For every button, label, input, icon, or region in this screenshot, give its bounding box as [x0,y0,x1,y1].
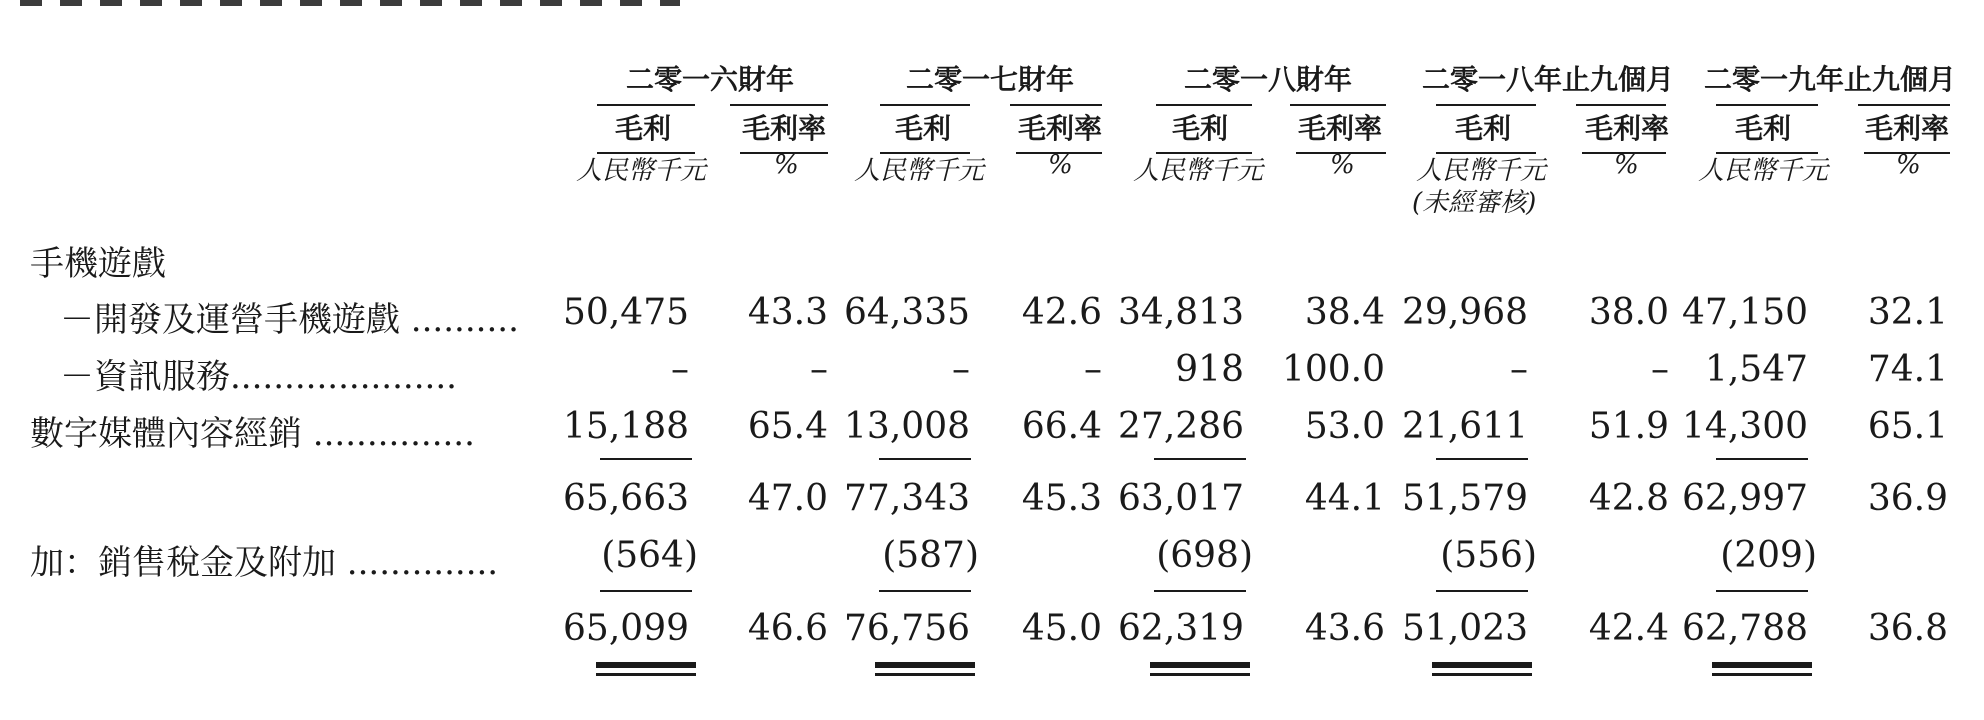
double-rule [875,662,975,668]
unit-unaudited: (未經審核) [1412,188,1537,218]
cell-sales-tax: (587) [882,535,979,576]
cell-gp: 918 [1175,349,1244,390]
header-rule [1858,104,1950,106]
cell-gpm: – [1084,349,1102,390]
double-rule [1432,662,1532,668]
header-rule [880,104,970,106]
cut-off-text-line [0,0,720,8]
total-rule [1716,590,1808,592]
header-rule [1156,104,1252,106]
cell-gp-total: 62,788 [1682,608,1808,649]
gpm-subheader: 毛利率 [1018,112,1103,145]
double-rule [596,673,696,676]
unit-rmb: 人民幣千元 [1133,156,1264,186]
row-label-sales-tax: 加：銷售稅金及附加 .............. [30,543,499,583]
cell-gp-subtotal: 65,663 [563,478,689,519]
total-rule [1436,590,1528,592]
cell-gpm: 74.1 [1867,349,1948,390]
header-rule [1436,104,1536,106]
double-rule [1712,662,1812,668]
cell-gpm: 38.4 [1304,292,1385,333]
unit-pct: % [1330,150,1355,180]
row-label-info-services: －資訊服務..................... [60,357,457,397]
double-rule [1150,673,1250,676]
header-rule [730,104,828,106]
cell-sales-tax: (209) [1720,535,1817,576]
cell-gpm-total: 45.0 [1021,608,1102,649]
cell-gp-subtotal: 51,579 [1402,478,1528,519]
subtotal-rule [879,458,971,460]
cell-sales-tax: (556) [1440,535,1537,576]
cell-gp: 64,335 [844,292,970,333]
cell-gpm: 38.0 [1588,292,1669,333]
cell-gp-total: 76,756 [844,608,970,649]
cell-gp-total: 65,099 [563,608,689,649]
row-label-mobile-games: 手機遊戲 [30,244,166,284]
cell-gp-total: 62,319 [1118,608,1244,649]
row-label-dev-ops: －開發及運營手機遊戲 .......... [60,300,519,340]
unit-pct: % [1896,150,1921,180]
gp-subheader: 毛利 [615,112,672,145]
unit-rmb: 人民幣千元 [576,156,707,186]
cell-gpm-subtotal: 44.1 [1304,478,1385,519]
row-label-digital-media: 數字媒體內容經銷 ............... [30,414,475,454]
cell-gp: 47,150 [1682,292,1808,333]
gpm-subheader: 毛利率 [742,112,827,145]
cell-gpm: 65.1 [1867,406,1948,447]
header-rule [1716,104,1818,106]
cell-gp: – [671,349,689,390]
cell-gp: – [1510,349,1528,390]
cell-gp: 27,286 [1118,406,1244,447]
period-header-2016: 二零一六財年 [625,63,794,96]
cell-gpm: 42.6 [1021,292,1102,333]
unit-rmb: 人民幣千元 [1416,156,1547,186]
cell-gpm: 100.0 [1281,349,1385,390]
cell-gpm: 43.3 [747,292,828,333]
cell-gpm-total: 42.4 [1588,608,1669,649]
subtotal-rule [1716,458,1808,460]
subtotal-rule [1436,458,1528,460]
cell-gp-subtotal: 77,343 [844,478,970,519]
cell-gpm-total: 43.6 [1304,608,1385,649]
unit-rmb: 人民幣千元 [1698,156,1829,186]
header-rule [1290,104,1386,106]
cell-gpm-subtotal: 36.9 [1867,478,1948,519]
double-rule [1712,673,1812,676]
cell-gpm-total: 46.6 [747,608,828,649]
gp-subheader: 毛利 [1172,112,1229,145]
cell-gpm: – [1651,349,1669,390]
cell-gp: 50,475 [563,292,689,333]
cell-gpm: 32.1 [1867,292,1948,333]
cell-gpm-total: 36.8 [1867,608,1948,649]
total-rule [1154,590,1246,592]
cell-gpm-subtotal: 45.3 [1021,478,1102,519]
cell-gp-total: 51,023 [1402,608,1528,649]
cell-gp: 13,008 [844,406,970,447]
cell-gp-subtotal: 62,997 [1682,478,1808,519]
header-rule [597,104,695,106]
cell-gpm-subtotal: 47.0 [747,478,828,519]
cell-gp: 34,813 [1118,292,1244,333]
cell-gpm: 65.4 [747,406,828,447]
cell-sales-tax: (698) [1156,535,1253,576]
period-header-2017: 二零一七財年 [905,63,1074,96]
period-header-9m-2019: 二零一九年止九個月 [1703,63,1956,96]
period-header-9m-2018: 二零一八年止九個月 [1421,63,1674,96]
cell-gp: 1,547 [1704,349,1808,390]
unit-rmb: 人民幣千元 [854,156,985,186]
cell-sales-tax: (564) [601,535,698,576]
cell-gpm: 53.0 [1304,406,1385,447]
cell-gpm-subtotal: 42.8 [1588,478,1669,519]
unit-pct: % [774,150,799,180]
gpm-subheader: 毛利率 [1298,112,1383,145]
double-rule [596,662,696,668]
cell-gp: 29,968 [1402,292,1528,333]
gpm-subheader: 毛利率 [1585,112,1670,145]
gp-subheader: 毛利 [1735,112,1792,145]
gp-subheader: 毛利 [895,112,952,145]
subtotal-rule [1154,458,1246,460]
double-rule [1432,673,1532,676]
cell-gp: 15,188 [563,406,689,447]
cell-gp: – [952,349,970,390]
cell-gpm: 66.4 [1021,406,1102,447]
double-rule [1150,662,1250,668]
subtotal-rule [600,458,692,460]
period-header-2018: 二零一八財年 [1183,63,1352,96]
unit-pct: % [1614,150,1639,180]
cell-gp: 21,611 [1402,406,1528,447]
header-rule [1576,104,1666,106]
cell-gpm: – [810,349,828,390]
cell-gp: 14,300 [1682,406,1808,447]
total-rule [600,590,692,592]
gpm-subheader: 毛利率 [1865,112,1950,145]
unit-pct: % [1048,150,1073,180]
cell-gp-subtotal: 63,017 [1118,478,1244,519]
double-rule [875,673,975,676]
cell-gpm: 51.9 [1588,406,1669,447]
header-rule [1010,104,1102,106]
total-rule [879,590,971,592]
gp-subheader: 毛利 [1455,112,1512,145]
